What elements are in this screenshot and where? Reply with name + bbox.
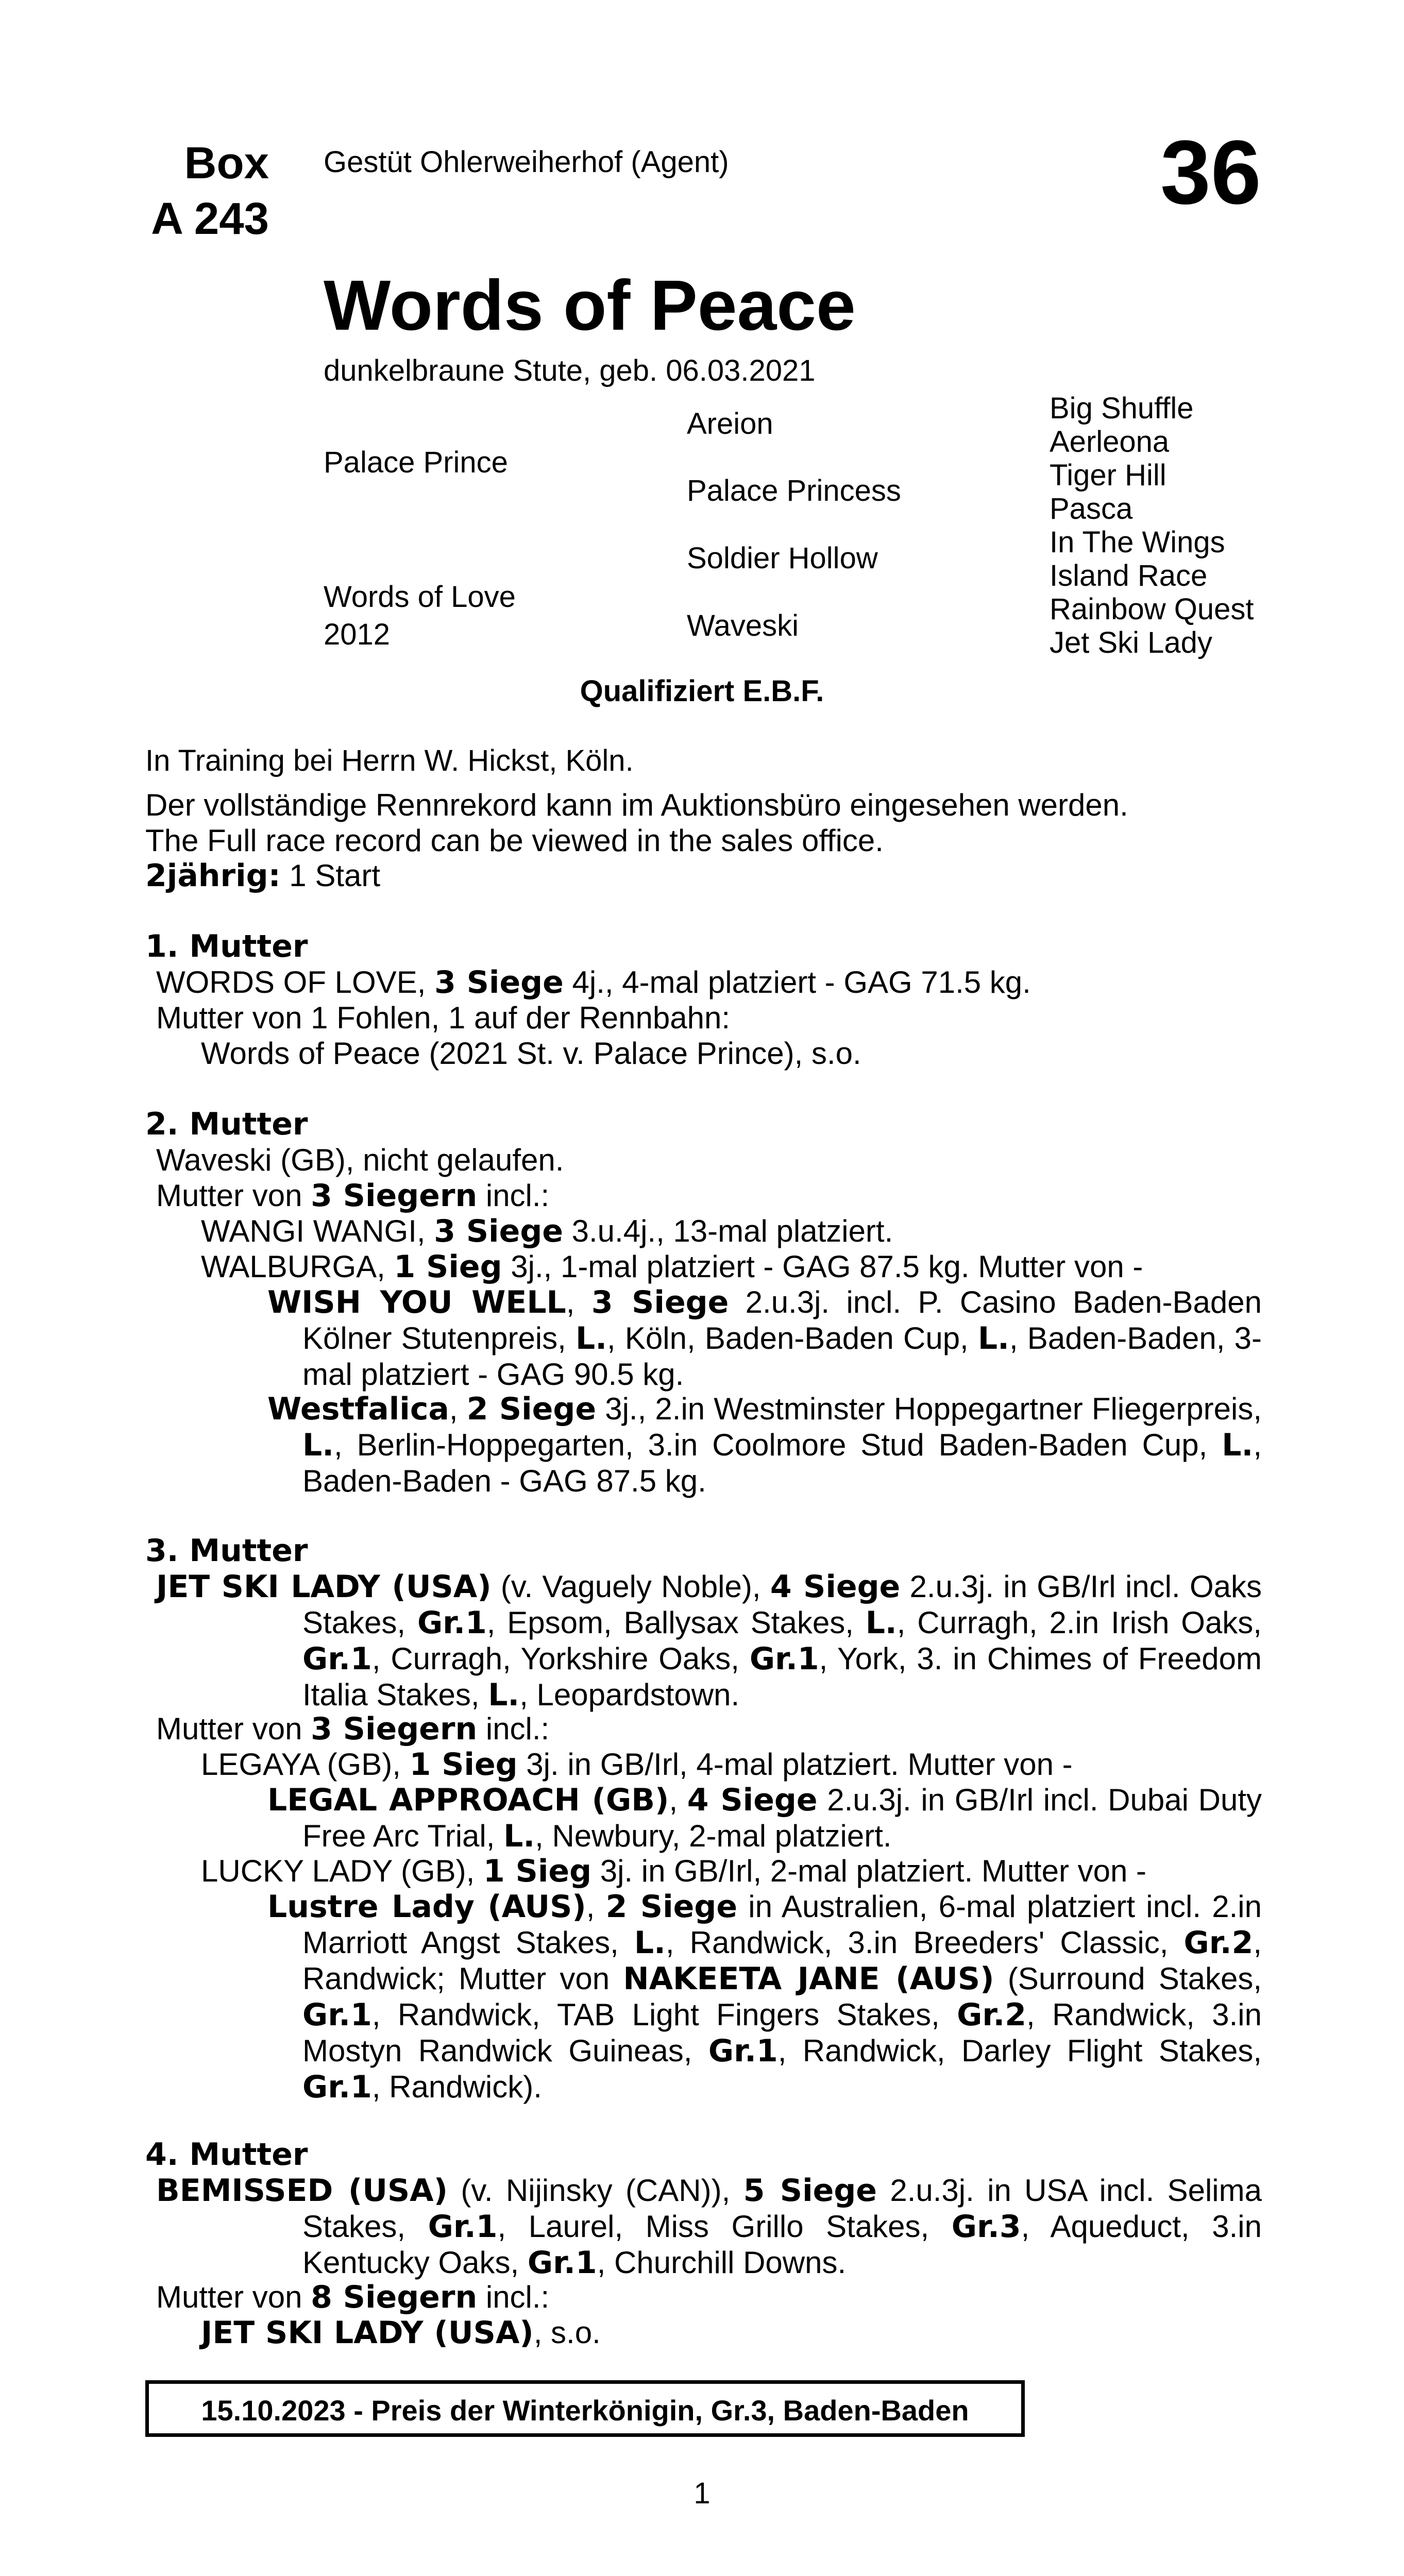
dam-dam: Waveski	[687, 609, 799, 642]
gen3-3: Tiger Hill	[1050, 459, 1166, 492]
dam-year: 2012	[324, 618, 391, 651]
record-note-de: Der vollständige Rennrekord kann im Auktionsbüro eingesehen werden.	[145, 788, 1128, 822]
dam1-line: WORDS OF LOVE, 3 Siege 4j., 4-mal platziert - GAG 71.5 kg.	[156, 964, 1031, 1001]
box-number: A 243	[151, 194, 269, 244]
dam3-produce-legaya: LEGAYA (GB), 1 Sieg 3j. in GB/Irl, 4-mal platziert. Mutter von -	[201, 1747, 1073, 1783]
dam2-line: Waveski (GB), nicht gelaufen.	[156, 1143, 564, 1177]
horse-description: dunkelbraune Stute, geb. 06.03.2021	[324, 354, 816, 387]
horse-name: Words of Peace	[324, 266, 856, 345]
lot-number: 36	[1160, 122, 1261, 223]
gen3-7: Rainbow Quest	[1050, 592, 1254, 626]
training-info: In Training bei Herrn W. Hickst, Köln.	[145, 744, 634, 777]
gen3-6: Island Race	[1050, 559, 1208, 592]
sire-sire: Areion	[687, 407, 773, 440]
dam3-lustre-lady: Lustre Lady (AUS), 2 Siege in Australien, 6-mal platziert incl. 2.in Marriott Angst Stakes, L., Randwick, 3.in Breeders' Classic, Gr.2, Randwick; Mutter von NAKEETA JANE (AUS) (Surround Stakes, Gr.1, Randwick, TAB Light Fingers Stakes, Gr.2, Randwick, 3.in Mostyn Randwick Guineas, Gr.1, Randwick, Darley Flight Stakes, Gr.1, Randwick).	[267, 1889, 1262, 2105]
gen3-5: In The Wings	[1050, 526, 1225, 559]
dam3-heading: 3. Mutter	[145, 1533, 308, 1569]
gen3-8: Jet Ski Lady	[1050, 626, 1212, 659]
record-note-en: The Full race record can be viewed in the sales office.	[145, 823, 884, 858]
race-info: 15.10.2023 - Preis der Winterkönigin, Gr.3, Baden-Baden	[201, 2394, 969, 2427]
gen3-2: Aerleona	[1050, 425, 1170, 459]
two-year-old-label: 2jährig:	[145, 858, 281, 894]
dam3-produce-lucky-lady: LUCKY LADY (GB), 1 Sieg 3j. in GB/Irl, 2-mal platziert. Mutter von -	[201, 1853, 1147, 1889]
dam2-produce-summary: Mutter von 3 Siegern incl.:	[156, 1178, 550, 1214]
dam3-jet-ski-lady: JET SKI LADY (USA) (v. Vaguely Noble), 4 Siege 2.u.3j. in GB/Irl incl. Oaks Stakes, Gr.1, Epsom, Ballysax Stakes, L., Curragh, 2.in Irish Oaks, Gr.1, Curragh, Yorkshire Oaks, Gr.1, York, 3. in Chimes of Freedom Italia Stakes, L., Leopardstown.	[156, 1569, 1262, 1713]
dam4-produce-jet-ski-lady: JET SKI LADY (USA), s.o.	[201, 2315, 601, 2351]
seller-name: Gestüt Ohlerweiherhof (Agent)	[324, 145, 729, 179]
dam2-heading: 2. Mutter	[145, 1106, 308, 1142]
dam-sire: Soldier Hollow	[687, 541, 878, 575]
sire: Palace Prince	[324, 446, 508, 479]
dam3-produce-summary: Mutter von 3 Siegern incl.:	[156, 1711, 550, 1747]
dam: Words of Love	[324, 580, 516, 614]
dam1-heading: 1. Mutter	[145, 928, 308, 964]
two-year-old-record	[145, 858, 380, 894]
race-info-box	[145, 2380, 1025, 2437]
sire-dam: Palace Princess	[687, 474, 901, 507]
dam4-bemissed: BEMISSED (USA) (v. Nijinsky (CAN)), 5 Siege 2.u.3j. in USA incl. Selima Stakes, Gr.1, Laurel, Miss Grillo Stakes, Gr.3, Aqueduct, 3.in Kentucky Oaks, Gr.1, Churchill Downs.	[156, 2173, 1262, 2281]
page-number: 1	[693, 2477, 711, 2510]
dam4-produce-summary: Mutter von 8 Siegern incl.:	[156, 2279, 550, 2315]
dam3-legal-approach: LEGAL APPROACH (GB), 4 Siege 2.u.3j. in GB/Irl incl. Dubai Duty Free Arc Trial, L., Newbury, 2-mal platziert.	[267, 1782, 1262, 1854]
dam4-heading: 4. Mutter	[145, 2137, 308, 2173]
dam2-produce-walburga: WALBURGA, 1 Sieg 3j., 1-mal platziert - GAG 87.5 kg. Mutter von -	[201, 1249, 1143, 1285]
dam1-produce-summary: Mutter von 1 Fohlen, 1 auf der Rennbahn:	[156, 1001, 731, 1035]
dam2-wish-you-well: WISH YOU WELL, 3 Siege 2.u.3j. incl. P. Casino Baden-Baden Kölner Stutenpreis, L., Köln, Baden-Baden Cup, L., Baden-Baden, 3-mal platziert - GAG 90.5 kg.	[267, 1284, 1262, 1392]
dam1-foal: Words of Peace (2021 St. v. Palace Prince), s.o.	[201, 1036, 861, 1071]
two-year-old-starts: 1 Start	[280, 858, 381, 893]
box-label: Box	[184, 138, 269, 188]
gen3-1: Big Shuffle	[1050, 392, 1194, 425]
qualification-note: Qualifiziert E.B.F.	[580, 674, 824, 708]
gen3-4: Pasca	[1050, 492, 1133, 526]
dam2-produce-wangi: WANGI WANGI, 3 Siege 3.u.4j., 13-mal platziert.	[201, 1213, 893, 1249]
dam2-westfalica: Westfalica, 2 Siege 3j., 2.in Westminster Hoppegartner Fliegerpreis, L., Berlin-Hoppegarten, 3.in Coolmore Stud Baden-Baden Cup, L., Baden-Baden - GAG 87.5 kg.	[267, 1391, 1262, 1498]
